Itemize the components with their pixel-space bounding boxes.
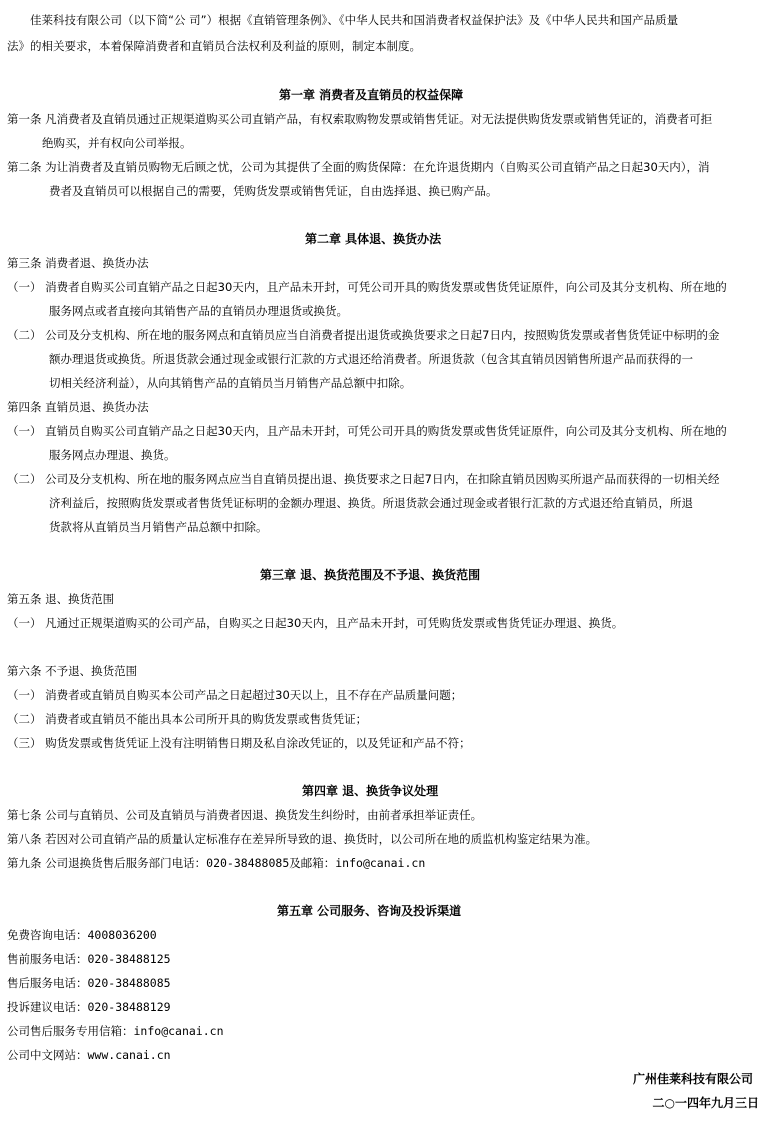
article-4-item-2-line-1: （二） 公司及分支机构、所在地的服务网点应当自直销员提出退、换货要求之日起7日内，在扣除直销员因购买所退产品而获得的一切相关经 [7, 472, 720, 486]
article-9 [7, 855, 425, 871]
aftersales-dept-phone: 020-38488085 [206, 856, 290, 870]
presales-phone-value: 020-38488125 [87, 952, 171, 966]
article-3-item-1-line-2: 服务网点或者直接向其销售产品的直销员办理退货或换货。 [49, 304, 348, 318]
chapter-2-title: 第二章 具体退、换货办法 [305, 232, 442, 246]
article-4-item-2-line-2: 济利益后，按照购货发票或者售货凭证标明的金额办理退、换货。所退货款会通过现金或者银行汇款的方式退还给直销员，所退 [49, 496, 693, 510]
aftersales-dept-email: info@canai.cn [335, 856, 426, 870]
intro-line-2: 法》的相关要求，本着保障消费者和直销员合法权利及利益的原则，制定本制度。 [7, 39, 421, 53]
chapter-1-title: 第一章 消费者及直销员的权益保障 [279, 88, 464, 102]
free-hotline [7, 927, 157, 943]
aftersales-email-label: 公司售后服务专用信箱： [7, 1024, 134, 1038]
complaint-phone-value: 020-38488129 [87, 1000, 171, 1014]
aftersales-phone-label: 售后服务电话： [7, 976, 88, 990]
free-hotline-label: 免费咨询电话： [7, 928, 88, 942]
article-3-item-2-line-2: 额办理退货或换货。所退货款会通过现金或银行汇款的方式退还给消费者。所退货款（包含其直销员因销售所退产品而获得的一 [49, 352, 693, 366]
aftersales-email-value: info@canai.cn [133, 1024, 224, 1038]
signature-date: 二○一四年九月三日 [652, 1096, 759, 1110]
article-6-item-1: （一） 消费者或直销员自购买本公司产品之日起超过30天以上，且不存在产品质量问题； [7, 688, 463, 702]
article-3-heading: 第三条 消费者退、换货办法 [7, 256, 149, 270]
article-4-item-2-line-3: 货款将从直销员当月销售产品总额中扣除。 [49, 520, 268, 534]
website-label: 公司中文网站： [7, 1048, 88, 1062]
website-value: www.canai.cn [87, 1048, 171, 1062]
article-6-heading: 第六条 不予退、换货范围 [7, 664, 138, 678]
article-3-item-2-line-3: 切相关经济利益），从向其销售产品的直销员当月销售产品总额中扣除。 [49, 376, 412, 390]
article-2-line-1: 第二条 为让消费者及直销员购物无后顾之忧，公司为其提供了全面的购货保障：在允许退货期内（自购买公司直销产品之日起30天内），消 [7, 160, 710, 174]
article-2-line-2: 费者及直销员可以根据自己的需要，凭购货发票或销售凭证，自由选择退、换已购产品。 [49, 184, 498, 198]
chapter-4-title: 第四章 退、换货争议处理 [302, 784, 439, 798]
aftersales-phone [7, 975, 171, 991]
presales-phone-label: 售前服务电话： [7, 952, 88, 966]
presales-phone [7, 951, 171, 967]
complaint-phone [7, 999, 171, 1015]
article-8: 第八条 若因对公司直销产品的质量认定标准存在差异所导致的退、换货时，以公司所在地的质监机构鉴定结果为准。 [7, 832, 598, 846]
complaint-phone-label: 投诉建议电话： [7, 1000, 88, 1014]
article-4-item-1-line-1: （一） 直销员自购买公司直销产品之日起30天内，且产品未开封，可凭公司开具的购货发票或售货凭证原件，向公司及其分支机构、所在地的 [7, 424, 727, 438]
website [7, 1047, 171, 1063]
article-1-line-1: 第一条 凡消费者及直销员通过正规渠道购买公司直销产品，有权索取购物发票或销售凭证。对无法提供购货发票或销售凭证的，消费者可拒 [7, 112, 713, 126]
chapter-3-title: 第三章 退、换货范围及不予退、换货范围 [260, 568, 481, 582]
article-6-item-2: （二） 消费者或直销员不能出具本公司所开具的购货发票或售货凭证； [7, 712, 368, 726]
article-9-mid: 及邮箱： [289, 856, 336, 870]
article-3-item-2-line-1: （二） 公司及分支机构、所在地的服务网点和直销员应当自消费者提出退货或换货要求之日起7日内，按照购货发票或者售货凭证中标明的金 [7, 328, 720, 342]
article-9-label: 第九条 公司退换货售后服务部门电话： [7, 856, 207, 870]
article-4-item-1-line-2: 服务网点办理退、换货。 [49, 448, 176, 462]
intro-line-1: 佳莱科技有限公司（以下简“公 司”）根据《直销管理条例》、《中华人民共和国消费者权益保护法》及《中华人民共和国产品质量 [30, 13, 679, 27]
aftersales-phone-value: 020-38488085 [87, 976, 171, 990]
article-6-item-3: （三） 购货发票或售货凭证上没有注明销售日期及私自涂改凭证的，以及凭证和产品不符； [7, 736, 471, 750]
article-7: 第七条 公司与直销员、公司及直销员与消费者因退、换货发生纠纷时，由前者承担举证责任。 [7, 808, 483, 822]
article-1-line-2: 绝购买，并有权向公司举报。 [42, 136, 192, 150]
free-hotline-value: 4008036200 [87, 928, 157, 942]
article-4-heading: 第四条 直销员退、换货办法 [7, 400, 149, 414]
chapter-5-title: 第五章 公司服务、咨询及投诉渠道 [277, 904, 462, 918]
article-5-item-1: （一） 凡通过正规渠道购买的公司产品，自购买之日起30天内，且产品未开封，可凭购货发票或售货凭证办理退、换货。 [7, 616, 624, 630]
article-3-item-1-line-1: （一） 消费者自购买公司直销产品之日起30天内，且产品未开封，可凭公司开具的购货发票或售货凭证原件，向公司及其分支机构、所在地的 [7, 280, 727, 294]
aftersales-email [7, 1023, 224, 1039]
signature-company: 广州佳莱科技有限公司 [632, 1072, 753, 1086]
article-5-heading: 第五条 退、换货范围 [7, 592, 115, 606]
